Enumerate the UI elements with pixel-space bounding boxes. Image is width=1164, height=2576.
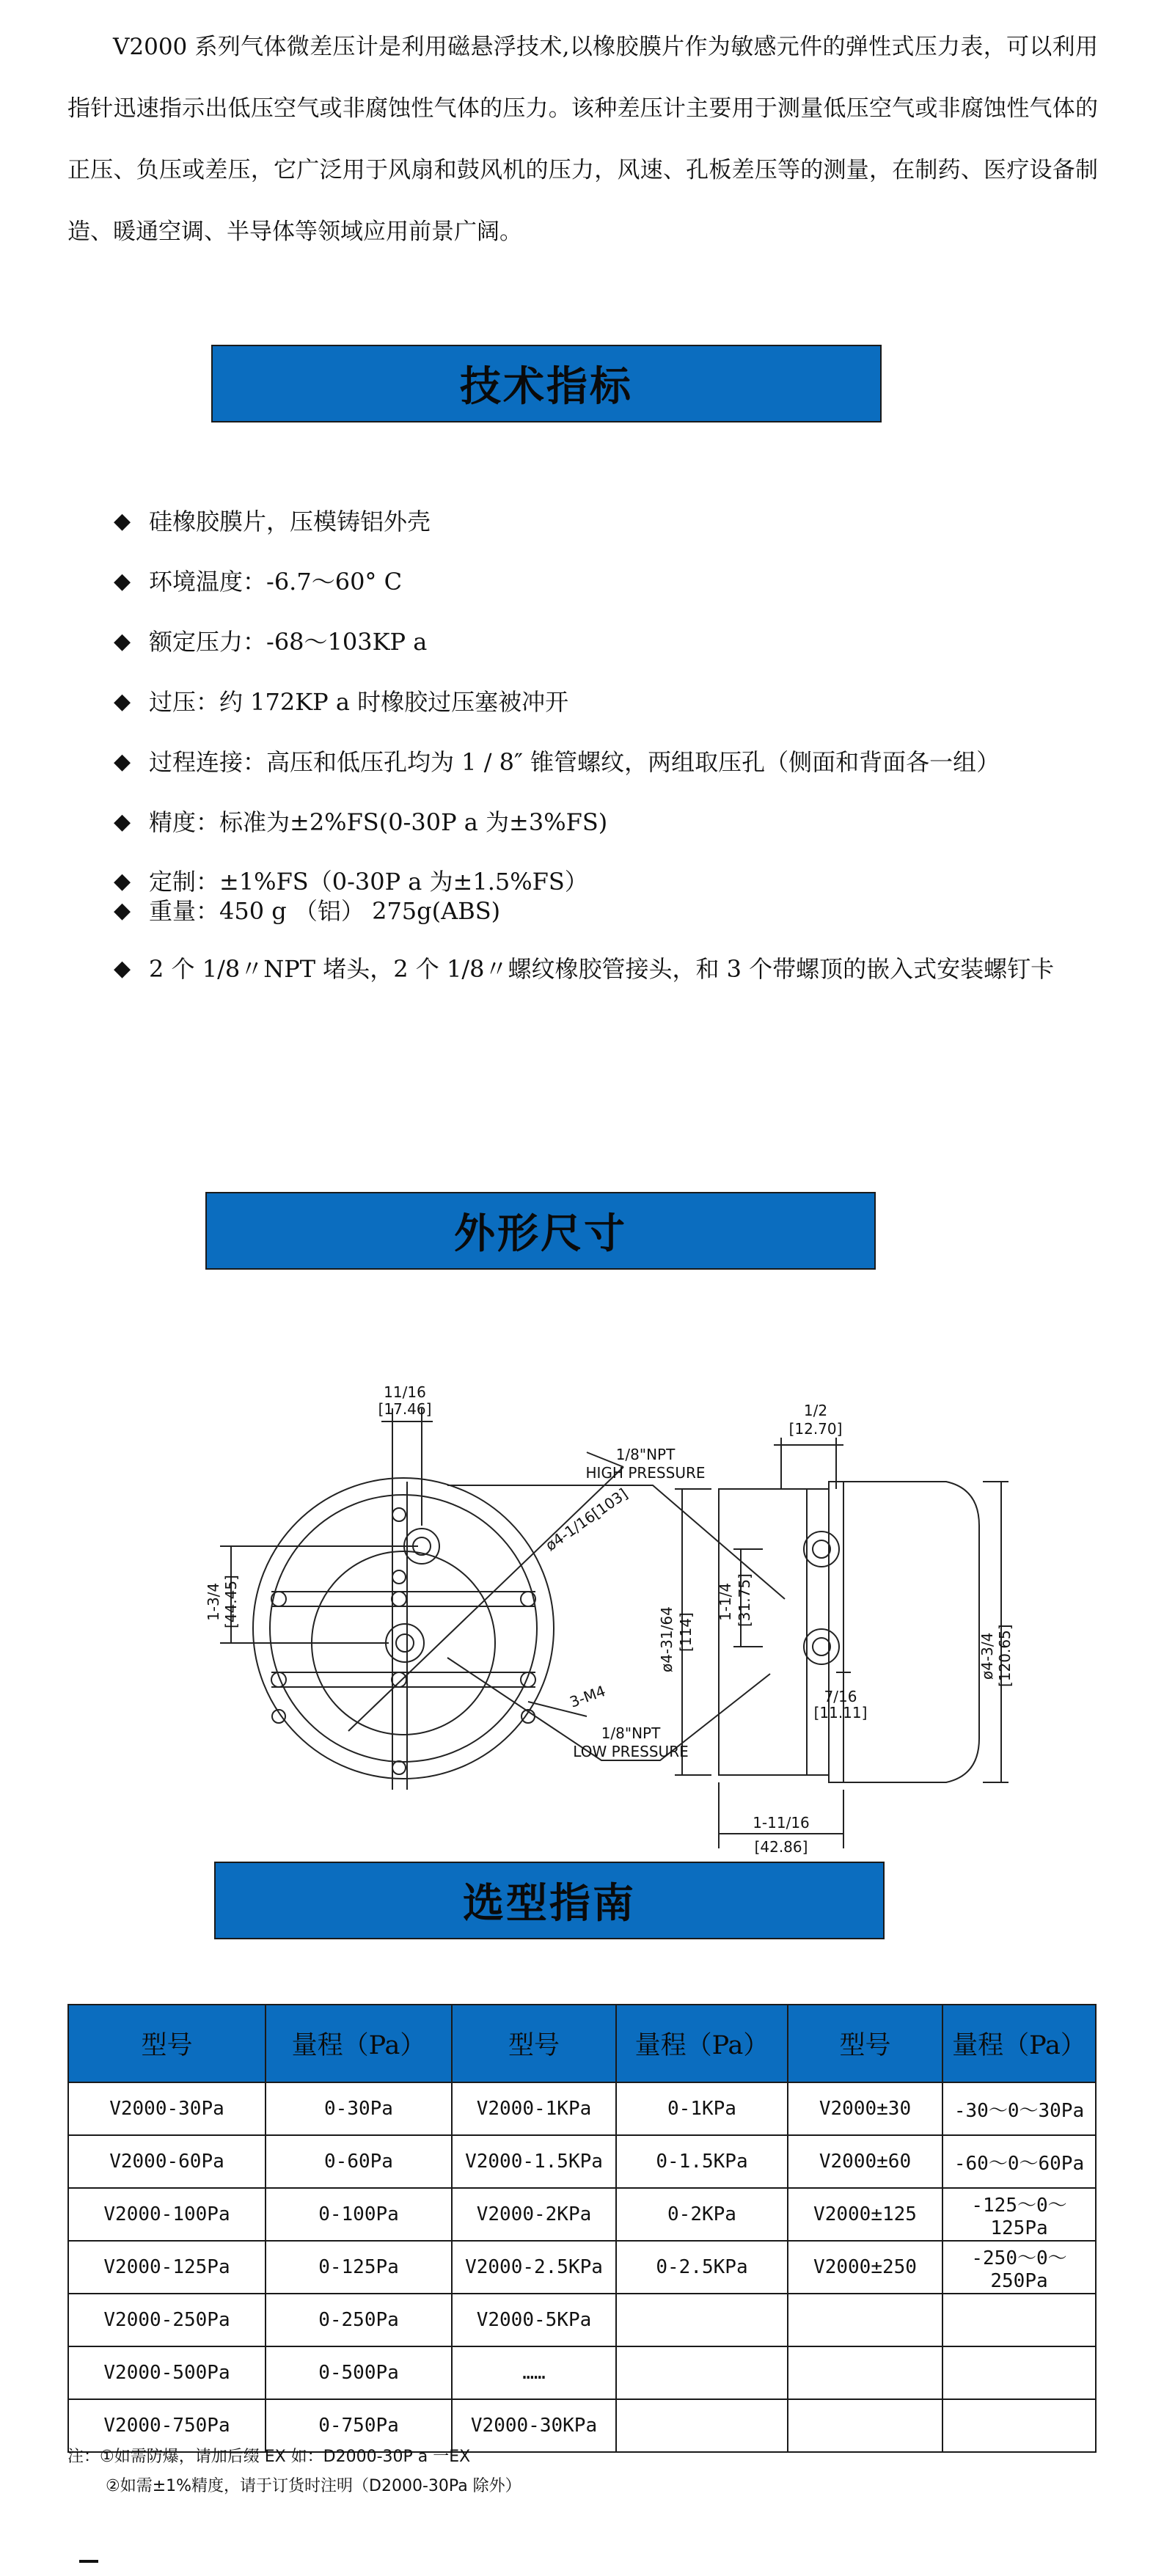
table-cell: V2000-100Pa [68,2188,266,2241]
table-cell: …… [452,2346,616,2399]
table-cell: V2000±60 [788,2135,942,2188]
table-cell: V2000-2.5KPa [452,2241,616,2294]
table-cell: V2000-1KPa [452,2082,616,2135]
table-row [68,2346,1096,2399]
table-cell [616,2294,788,2346]
low-pressure-npt-label: 1/8"NPT [601,1724,661,1742]
table-cell: V2000-250Pa [68,2294,266,2346]
diamond-bullet-icon: ◆ [114,508,131,534]
header-model: 型号 [68,2005,266,2082]
port-gap-label: 1-1/4 [717,1582,734,1621]
header-model: 型号 [452,2005,616,2082]
header-range: 量程（Pa） [266,2005,452,2082]
dim-top-left-label: 11/16 [384,1383,426,1401]
spec-item: ◆ 精度：标准为±2%FS(0-30P a 为±3%FS) [114,792,1100,852]
table-cell: -60～0～60Pa [942,2135,1096,2188]
table-cell: 0-2.5KPa [616,2241,788,2294]
footer-mark [79,2560,98,2563]
table-cell [942,2399,1096,2452]
face-diameter-label: ø4-3/4 [978,1632,996,1680]
table-cell: V2000±250 [788,2241,942,2294]
table-cell [788,2399,942,2452]
table-cell: 0-60Pa [266,2135,452,2188]
diamond-bullet-icon: ◆ [114,568,131,594]
table-row [68,2188,1096,2241]
intro-paragraph: V2000 系列气体微差压计是利用磁悬浮技术,以橡胶膜片作为敏感元件的弹性式压力表，可以利用指针迅速指示出低压空气或非腐蚀性气体的压力。该种差压计主要用于测量低压空气或非腐蚀性气体的正压、负压或差压，它广泛用于风扇和鼓风机的压力，风速、孔板差压等的测量，在制药、医疗设备制造、暖通空调、半导体等领域应用前景广阔。 [67,34,1098,245]
depth-dimension-mm-label: [42.86] [754,1838,808,1856]
header-model: 型号 [788,2005,942,2082]
diamond-bullet-icon: ◆ [114,809,131,835]
spec-item: ◆ 过程连接：高压和低压孔均为 1 / 8″ 锥管螺纹，两组取压孔（侧面和背面各一组） [114,732,1100,792]
dimension-drawing-svg [205,1379,1012,1863]
table-cell: 0-250Pa [266,2294,452,2346]
table-row [68,2082,1096,2135]
spec-item: ◆ 2 个 1/8〃NPT 堵头，2 个 1/8〃螺纹橡胶管接头，和 3 个带螺顶的嵌入式安装螺钉卡 [114,939,1100,999]
table-header-row [68,2005,1096,2082]
selection-guide-table [67,2004,1097,2453]
diamond-bullet-icon: ◆ [114,956,131,981]
table-cell: V2000-750Pa [68,2399,266,2452]
diamond-bullet-icon: ◆ [114,629,131,654]
table-cell: 0-1KPa [616,2082,788,2135]
diamond-bullet-icon: ◆ [114,898,131,923]
side-height-label: ø4-31/64 [658,1606,676,1672]
high-pressure-npt-label: 1/8"NPT [615,1446,676,1463]
spec-item: ◆ 重量：450 g （铝） 275g(ABS) [114,897,501,925]
table-cell: V2000-500Pa [68,2346,266,2399]
front-inner-circle [270,1495,537,1762]
port-gap-mm-label: [31.75] [736,1573,753,1627]
table-cell: 0-2KPa [616,2188,788,2241]
table-cell: 0-100Pa [266,2188,452,2241]
header-range: 量程（Pa） [616,2005,788,2082]
side-height-mm-label: [114] [677,1612,695,1652]
table-row [68,2135,1096,2188]
table-cell: V2000-30Pa [68,2082,266,2135]
spec-item: ◆ 定制：±1%FS（0-30P a 为±1.5%FS） [114,868,588,896]
table-row [68,2294,1096,2346]
left-dimension-mm-label: [44.45] [222,1575,240,1628]
table-cell [616,2399,788,2452]
spec-list [114,491,1100,999]
table-cell: V2000±125 [788,2188,942,2241]
specs-banner: 技术指标 [211,345,882,422]
notes [67,2443,521,2501]
front-outer-circle [253,1478,554,1779]
spec-item: ◆ 环境温度：-6.7～60° C [114,552,1100,612]
note-accuracy: ②如需±1%精度，请于订货时注明（D2000-30Pa 除外） [106,2477,521,2495]
table-cell: 0-125Pa [266,2241,452,2294]
table-cell: -30～0～30Pa [942,2082,1096,2135]
hole-dimension-label: ø4-1/16[103] [542,1485,632,1555]
spec-item: ◆ 硅橡胶膜片，压模铸铝外壳 [114,491,1100,552]
table-cell: -250～0～250Pa [942,2241,1096,2294]
table-cell: 0-500Pa [266,2346,452,2399]
low-port-circle [386,1624,424,1662]
table-cell: V2000±30 [788,2082,942,2135]
dimensions-banner: 外形尺寸 [205,1192,876,1270]
table-cell: V2000-1.5KPa [452,2135,616,2188]
dimension-drawing [205,1379,1012,1863]
table-cell: 0-30Pa [266,2082,452,2135]
table-cell: V2000-125Pa [68,2241,266,2294]
table-cell: 0-750Pa [266,2399,452,2452]
diamond-bullet-icon: ◆ [114,689,131,714]
table-cell [788,2346,942,2399]
port-low-dimension-mm-label: [11.11] [813,1704,868,1721]
top-right-dimension-label: 1/2 [803,1402,828,1419]
table-cell [788,2294,942,2346]
left-dimension-label: 1-3/4 [205,1582,222,1621]
top-right-dimension-mm-label: [12.70] [788,1420,843,1438]
depth-dimension-label: 1-11/16 [753,1814,810,1832]
guide-banner: 选型指南 [214,1862,885,1939]
table-cell: V2000-5KPa [452,2294,616,2346]
table-cell [942,2294,1096,2346]
header-range: 量程（Pa） [942,2005,1096,2082]
table-cell: 0-1.5KPa [616,2135,788,2188]
diamond-bullet-icon: ◆ [114,749,131,775]
face-diameter-mm-label: [120.65] [996,1624,1012,1687]
table-cell: -125～0～125Pa [942,2188,1096,2241]
side-face [843,1482,979,1782]
dim-top-left-mm-label: [17.46] [378,1400,432,1418]
spec-item: ◆ 额定压力：-68～103KP a [114,612,1100,672]
table-cell: V2000-60Pa [68,2135,266,2188]
screw-dimension-label: 3-M4 [567,1682,608,1711]
table-cell [942,2346,1096,2399]
table-cell [616,2346,788,2399]
note-explosion-proof: 注：①如需防爆，请加后缀 EX 如：D2000-30P a 一EX [67,2448,471,2466]
high-pressure-label: HIGH PRESSURE [585,1464,706,1482]
table-row [68,2241,1096,2294]
low-pressure-label: LOW PRESSURE [573,1743,689,1760]
table-cell: V2000-2KPa [452,2188,616,2241]
table-cell: V2000-30KPa [452,2399,616,2452]
spec-item: ◆ 过压：约 172KP a 时橡胶过压塞被冲开 [114,672,1100,732]
port-low-dimension-label: 7/16 [824,1688,857,1705]
diamond-bullet-icon: ◆ [114,868,131,894]
